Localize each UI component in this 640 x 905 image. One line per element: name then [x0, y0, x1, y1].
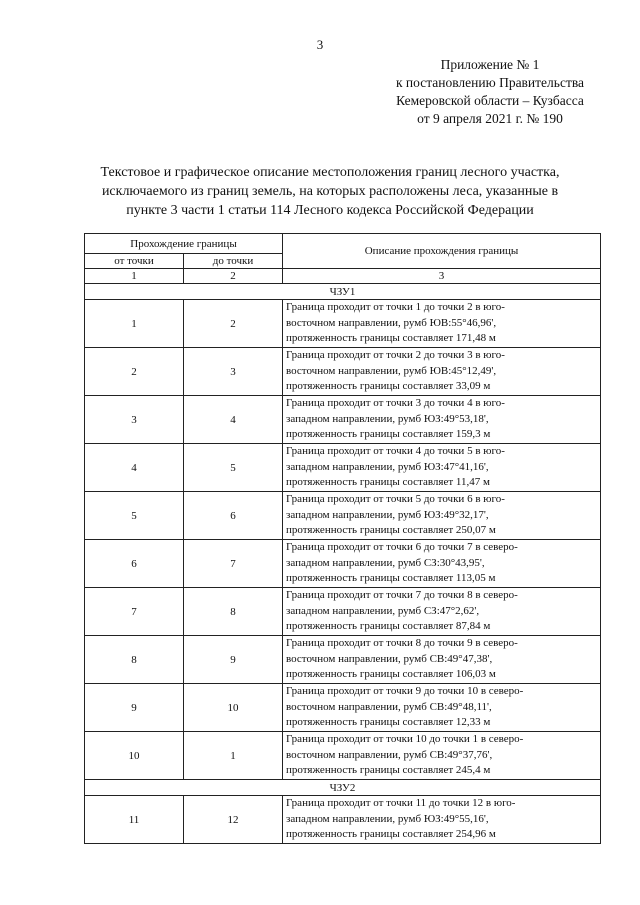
description-cell [283, 588, 601, 636]
description-line-2: западном направлении, румб ЮЗ:49°55,16', [286, 812, 489, 825]
section-chzu2: ЧЗУ2 [85, 780, 601, 796]
description-line-3: протяженность границы составляет 87,84 м [286, 620, 491, 633]
description-line-1: Граница проходит от точки 7 до точки 8 в северо- [286, 589, 518, 602]
description-line-1: Граница проходит от точки 5 до точки 6 в юго- [286, 493, 505, 506]
from-point-cell: 2 [85, 348, 184, 396]
description-cell [283, 796, 601, 844]
appendix-line-1: Приложение № 1 [440, 57, 540, 72]
from-point-cell: 11 [85, 796, 184, 844]
to-point-cell: 3 [184, 348, 283, 396]
description-line-3: протяженность границы составляет 245,4 м [286, 764, 491, 777]
from-point-cell: 7 [85, 588, 184, 636]
description-line-2: восточном направлении, румб СВ:49°47,38', [286, 652, 493, 665]
table-row [85, 636, 601, 684]
title-line-2: исключаемого из границ земель, на которых расположены леса, указанные в [101, 184, 559, 199]
table-row [85, 732, 601, 780]
header-description: Описание прохождения границы [283, 234, 601, 269]
description-line-3: протяженность границы составляет 11,47 м [286, 476, 490, 489]
table-row [85, 588, 601, 636]
description-line-2: восточном направлении, румб ЮВ:55°46,96', [286, 316, 497, 329]
to-point-cell: 5 [184, 444, 283, 492]
appendix-line-4: от 9 апреля 2021 г. № 190 [417, 111, 563, 126]
table-row [85, 348, 601, 396]
description-line-1: Граница проходит от точки 11 до точки 12 в юго- [286, 797, 516, 810]
description-line-3: протяженность границы составляет 171,48 м [286, 332, 496, 345]
description-line-2: западном направлении, румб СЗ:47°2,62', [286, 604, 480, 617]
from-point-cell: 10 [85, 732, 184, 780]
title-line-3: пункте 3 части 1 статьи 114 Лесного кодекса Российской Федерации [126, 203, 534, 218]
description-cell [283, 492, 601, 540]
document-title [60, 163, 600, 220]
description-line-2: восточном направлении, румб СВ:49°48,11', [286, 700, 492, 713]
section-chzu1: ЧЗУ1 [85, 284, 601, 300]
appendix-line-2: к постановлению Правительства [395, 75, 585, 90]
description-line-2: западном направлении, румб СЗ:30°43,95', [286, 556, 485, 569]
to-point-cell: 12 [184, 796, 283, 844]
appendix-header [370, 56, 610, 128]
to-point-cell: 2 [184, 300, 283, 348]
description-line-3: протяженность границы составляет 106,03 м [286, 668, 496, 681]
from-point-cell: 1 [85, 300, 184, 348]
to-point-cell: 1 [184, 732, 283, 780]
description-line-1: Граница проходит от точки 8 до точки 9 в северо- [286, 637, 518, 650]
from-point-cell: 3 [85, 396, 184, 444]
table-row [85, 684, 601, 732]
appendix-line-3: Кемеровской области – Кузбасса [396, 93, 584, 108]
table-row [85, 444, 601, 492]
from-point-cell: 9 [85, 684, 184, 732]
description-line-2: западном направлении, румб ЮЗ:47°41,16', [286, 460, 489, 473]
description-cell [283, 540, 601, 588]
description-line-1: Граница проходит от точки 4 до точки 5 в юго- [286, 445, 505, 458]
description-line-2: западном направлении, румб ЮЗ:49°53,18', [286, 412, 489, 425]
header-to-point: до точки [184, 254, 283, 269]
description-line-2: западном направлении, румб ЮЗ:49°32,17', [286, 508, 489, 521]
to-point-cell: 7 [184, 540, 283, 588]
title-line-1: Текстовое и графическое описание местоположения границ лесного участка, [100, 165, 560, 180]
from-point-cell: 5 [85, 492, 184, 540]
description-line-2: восточном направлении, румб ЮВ:45°12,49', [286, 364, 497, 377]
description-cell [283, 732, 601, 780]
from-point-cell: 4 [85, 444, 184, 492]
description-line-1: Граница проходит от точки 9 до точки 10 в северо- [286, 685, 524, 698]
from-point-cell: 6 [85, 540, 184, 588]
page-number: 3 [316, 37, 324, 52]
description-cell [283, 444, 601, 492]
from-point-cell: 8 [85, 636, 184, 684]
description-line-1: Граница проходит от точки 10 до точки 1 в северо- [286, 733, 524, 746]
description-cell [283, 300, 601, 348]
table-row [85, 300, 601, 348]
column-number-3: 3 [283, 269, 601, 284]
description-line-1: Граница проходит от точки 3 до точки 4 в юго- [286, 397, 505, 410]
to-point-cell: 9 [184, 636, 283, 684]
description-cell [283, 348, 601, 396]
column-number-1: 1 [85, 269, 184, 284]
description-cell [283, 396, 601, 444]
description-line-3: протяженность границы составляет 12,33 м [286, 716, 491, 729]
description-line-1: Граница проходит от точки 1 до точки 2 в юго- [286, 301, 505, 314]
description-line-1: Граница проходит от точки 2 до точки 3 в юго- [286, 349, 505, 362]
description-line-1: Граница проходит от точки 6 до точки 7 в северо- [286, 541, 518, 554]
table-row [85, 796, 601, 844]
header-group: Прохождение границы [85, 234, 283, 254]
description-line-3: протяженность границы составляет 250,07 м [286, 524, 496, 537]
header-from-point: от точки [85, 254, 184, 269]
to-point-cell: 8 [184, 588, 283, 636]
description-line-3: протяженность границы составляет 254,96 м [286, 828, 496, 841]
table-row [85, 492, 601, 540]
boundary-table [84, 233, 601, 844]
description-cell [283, 684, 601, 732]
table-row [85, 540, 601, 588]
description-line-2: восточном направлении, румб СВ:49°37,76', [286, 748, 493, 761]
to-point-cell: 4 [184, 396, 283, 444]
to-point-cell: 6 [184, 492, 283, 540]
to-point-cell: 10 [184, 684, 283, 732]
table-row [85, 396, 601, 444]
column-number-2: 2 [184, 269, 283, 284]
description-line-3: протяженность границы составляет 159,3 м [286, 428, 491, 441]
description-line-3: протяженность границы составляет 33,09 м [286, 380, 491, 393]
description-line-3: протяженность границы составляет 113,05 м [286, 572, 496, 585]
description-cell [283, 636, 601, 684]
